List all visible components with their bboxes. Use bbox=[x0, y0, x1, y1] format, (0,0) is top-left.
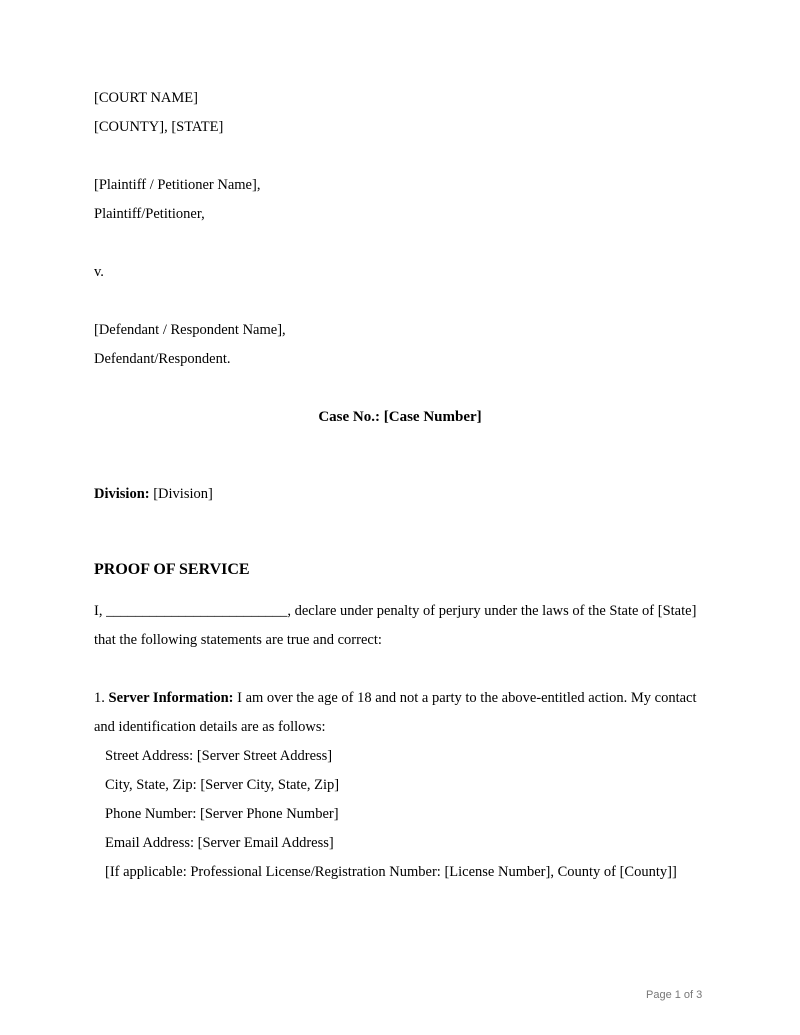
versus: v. bbox=[94, 264, 104, 280]
section-1-number: 1. bbox=[94, 690, 109, 706]
declaration-line-1: I, _________________________, declare under penalty of perjury under the laws of the State of [State] bbox=[94, 603, 697, 619]
court-name: [COURT NAME] bbox=[94, 90, 198, 106]
section-1-text: I am over the age of 18 and not a party to the above-entitled action. My contact bbox=[233, 690, 697, 706]
case-number: Case No.: [Case Number] bbox=[318, 409, 482, 425]
server-phone-number: Phone Number: [Server Phone Number] bbox=[105, 806, 339, 822]
server-license-number: [If applicable: Professional License/Registration Number: [License Number], County of [County]] bbox=[105, 864, 677, 880]
plaintiff-role: Plaintiff/Petitioner, bbox=[94, 206, 205, 222]
section-1-line-1 bbox=[94, 689, 697, 707]
division-line bbox=[94, 485, 213, 503]
defendant-name: [Defendant / Respondent Name], bbox=[94, 322, 286, 338]
server-city-state-zip: City, State, Zip: [Server City, State, Zip] bbox=[105, 777, 340, 793]
declaration-line-2: that the following statements are true and correct: bbox=[94, 632, 382, 648]
county-state: [COUNTY], [STATE] bbox=[94, 119, 224, 135]
plaintiff-name: [Plaintiff / Petitioner Name], bbox=[94, 177, 261, 193]
server-email-address: Email Address: [Server Email Address] bbox=[105, 835, 334, 851]
section-1-line-2: and identification details are as follows: bbox=[94, 719, 326, 735]
server-street-address: Street Address: [Server Street Address] bbox=[105, 748, 333, 764]
page-number: Page 1 of 3 bbox=[646, 989, 703, 1001]
division-label: Division: bbox=[94, 486, 150, 502]
defendant-role: Defendant/Respondent. bbox=[94, 351, 231, 367]
page-title: PROOF OF SERVICE bbox=[94, 561, 250, 578]
section-1-label: Server Information: bbox=[108, 690, 234, 706]
division-value: [Division] bbox=[149, 486, 213, 502]
